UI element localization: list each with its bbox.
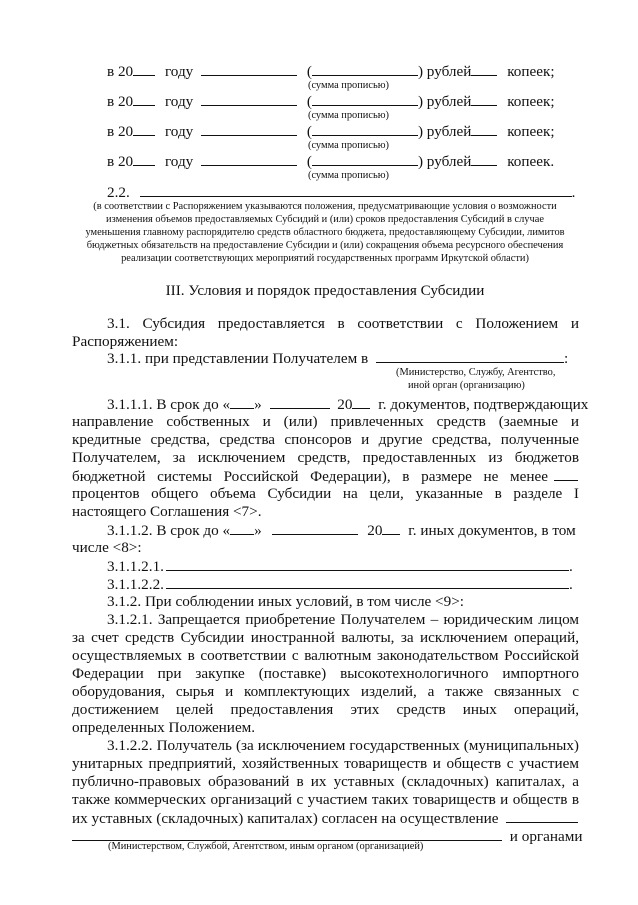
kopeck-blank[interactable] (471, 152, 497, 166)
clause-3-1-2-1-line-6: достижением целей предоставления этих средств иных операций, (72, 701, 579, 718)
amount-words-blank[interactable] (312, 152, 418, 166)
clause-3-1-2-2-line-4: также коммерческих организаций с участием таких товариществ и обществ в (72, 791, 579, 808)
clause-3-1-2-2-line-5: их уставных (складочных) капиталах) согласен на осуществление (72, 809, 578, 828)
clause-3-1-2-1-line-5: оборудования, сырья и комплектующих изделий, а также связанных с (72, 683, 579, 700)
amount-words-hint: (сумма прописью) (308, 170, 389, 181)
clause-3-1-2-2-line-2: унитарных предприятий, хозяйственных товариществ и обществ с участием (72, 755, 579, 772)
year-blank[interactable] (382, 521, 400, 535)
year-line-2: в 20 году ( ) рублей копеек; (107, 93, 555, 110)
day-blank[interactable] (230, 521, 254, 535)
authority-blank[interactable] (506, 809, 578, 823)
amount-words-hint: (сумма прописью) (308, 110, 389, 121)
clause-3-1-1-2-2: 3.1.1.2.2. . (107, 576, 573, 593)
amount-words-blank[interactable] (312, 62, 418, 76)
amount-words-blank[interactable] (312, 122, 418, 136)
authority-name-blank[interactable] (72, 827, 502, 841)
ministry-hint-2: иной орган (организацию) (408, 380, 525, 391)
clause-3-1-2: 3.1.2. При соблюдении иных условий, в том числе <9>: (107, 593, 465, 610)
amount-words-blank[interactable] (312, 92, 418, 106)
kopeck-blank[interactable] (471, 122, 497, 136)
clause-3-1-1: 3.1.1. при представлении Получателем в : (107, 350, 569, 367)
year-line-4: в 20 году ( ) рублей копеек. (107, 153, 555, 170)
clause-3-1-1-1-line-7: настоящего Соглашения <7>. (72, 503, 262, 520)
clause-3-1-2-2-line-1: 3.1.2.2. Получатель (за исключением государственных (муниципальных) (107, 737, 579, 754)
clause-3-1-line-2: Распоряжением: (72, 333, 179, 350)
clause-2-2-blank[interactable] (140, 183, 572, 197)
clause-3-1-1-2-1-blank[interactable] (166, 557, 569, 571)
clause-3-1-2-1-line-2: за счет средств Субсидии иностранной валюты, за исключением операций, (72, 629, 579, 646)
year-blank[interactable] (133, 92, 155, 106)
percent-blank[interactable] (554, 467, 578, 481)
month-blank[interactable] (270, 395, 330, 409)
kopeck-blank[interactable] (471, 92, 497, 106)
year-blank[interactable] (133, 122, 155, 136)
clause-3-1-1-1-line-2: направление собственных и (или) привлеченных средств (заемные и (72, 413, 579, 430)
clause-3-1-1-1-line-3: кредитные средства, средства спонсоров и другие средства, полученные (72, 431, 579, 448)
clause-3-1-1-2-line-2: числе <8>: (72, 539, 142, 556)
clause-3-1-1-2-line-1: 3.1.1.2. В срок до « » 20 г. иных документов, в том (107, 522, 576, 539)
clause-3-1-2-1-line-4: Федерации при закупке (поставке) высокотехнологичного импортного (72, 665, 579, 682)
year-line-3: в 20 году ( ) рублей копеек; (107, 123, 555, 140)
amount-numeric-blank[interactable] (201, 152, 297, 166)
clause-3-1-2-1-line-1: 3.1.2.1. Запрещается приобретение Получателем – юридическим лицом (107, 611, 579, 628)
clause-3-1-line-1: 3.1. Субсидия предоставляется в соответствии с Положением и (107, 315, 579, 332)
amount-numeric-blank[interactable] (201, 62, 297, 76)
document-page: в 20 году ( ) рублей копеек; (сумма прописью) в 20 году ( ) рублей копеек; (сумма прописью) в 20 году ( ) рублей копеек; (сумма прописью) в 20 году ( ) рублей копеек. (сумма прописью) 2.2. . (в соответствии с Распоряжением указываются положения, предусматривающие условия о возможности изменения объемов предоставляемых Субсидий и (или) сроков предоставления Субсидий в случае уменьшения главному распорядителю средств областного бюджета, предоставляющему Субсидии, лимитов бюджетных обязательств на предоставление Субсидии и (или) сокращения объема ресурсного обеспечения реализации соответствующих мероприятий государственных программ Иркутской области) III. Условия и порядок предоставления Субсидии 3.1. Субсидия предоставляется в соответствии с Положением и Распоряжением: 3.1.1. при представлении Получателем в : (Министерство, Службу, Агентство, иной орган (организацию) 3.1.1.1. В срок до « » 20 г. документов, подтверждающих направление собственных и (или) привлеченных средств (заемные и кредитные средства, средства спонсоров и другие средства, полученные Получателем, за исключением средств, предоставленных из бюджетов бюджетной системы Российской Федерации), в размере не менее процентов общего объема Субсидии на цели, указанные в разделе I настоящего Соглашения <7>. 3.1.1.2. В срок до « » 20 г. иных документов, в том числе <8>: 3.1.1.2.1. . 3.1.1.2.2. . 3.1.2. При соблюдении иных условий, в том числе <9>: 3.1.2.1. Запрещается приобретение Получателем – юридическим лицом за счет средств Субсидии иностранной валюты, за исключением операций, осуществляемых в соответствии с валютным законодательством Российской Федерации при закупке (поставке) высокотехнологичного импортного оборудования, сырья и комплектующих изделий, а также связанных с достижением целей предоставления этих средств иных операций, определенных Положением. 3.1.2.2. Получатель (за исключением государственных (муниципальных) унитарных предприятий, хозяйственных товариществ и обществ с участием публично-правовых образований в их уставных (складочных) капиталах, а также коммерческих организаций с участием таких товариществ и обществ в их уставных (складочных) капиталах) согласен на осуществление и органами (Министерством, Службой, Агентством, иным органом (организацией) (72, 63, 589, 852)
clause-3-1-2-2-line-6: и органами (72, 827, 579, 846)
clause-3-1-2-1-line-3: осуществляемых в соответствии с валютным законодательством Российской (72, 647, 579, 664)
clause-3-1-1-1-line-1: 3.1.1.1. В срок до « » 20 г. документов, подтверждающих (107, 396, 589, 413)
amount-words-hint: (сумма прописью) (308, 80, 389, 91)
year-blank[interactable] (133, 152, 155, 166)
clause-2-2: 2.2. . (107, 184, 576, 201)
clause-3-1-1-1-line-5: бюджетной системы Российской Федерации), в размере не менее (72, 467, 579, 486)
amount-words-hint: (сумма прописью) (308, 140, 389, 151)
authority-hint: (Министерством, Службой, Агентством, иным органом (организацией) (108, 841, 424, 852)
year-blank[interactable] (133, 62, 155, 76)
ministry-hint-1: (Министерство, Службу, Агентство, (396, 367, 556, 378)
clause-3-1-1-2-2-blank[interactable] (166, 575, 569, 589)
month-blank[interactable] (272, 521, 358, 535)
section-title: III. Условия и порядок предоставления Субсидии (165, 282, 485, 299)
day-blank[interactable] (230, 395, 254, 409)
amount-numeric-blank[interactable] (201, 122, 297, 136)
clause-3-1-2-2-line-3: публично-правовых образований в их уставных (складочных) капиталах, а (72, 773, 579, 790)
year-line-1: в 20 году ( ) рублей копеек; (107, 63, 555, 80)
clause-3-1-1-2-1: 3.1.1.2.1. . (107, 558, 573, 575)
clause-3-1-2-1-line-7: определенных Положением. (72, 719, 256, 736)
kopeck-blank[interactable] (471, 62, 497, 76)
amount-numeric-blank[interactable] (201, 92, 297, 106)
clause-3-1-1-1-line-6: процентов общего объема Субсидии на цели, указанные в разделе I (72, 485, 579, 502)
ministry-blank[interactable] (376, 349, 564, 363)
year-blank[interactable] (352, 395, 370, 409)
clause-3-1-1-1-line-4: Получателем, за исключением средств, предоставленных из бюджетов (72, 449, 579, 466)
